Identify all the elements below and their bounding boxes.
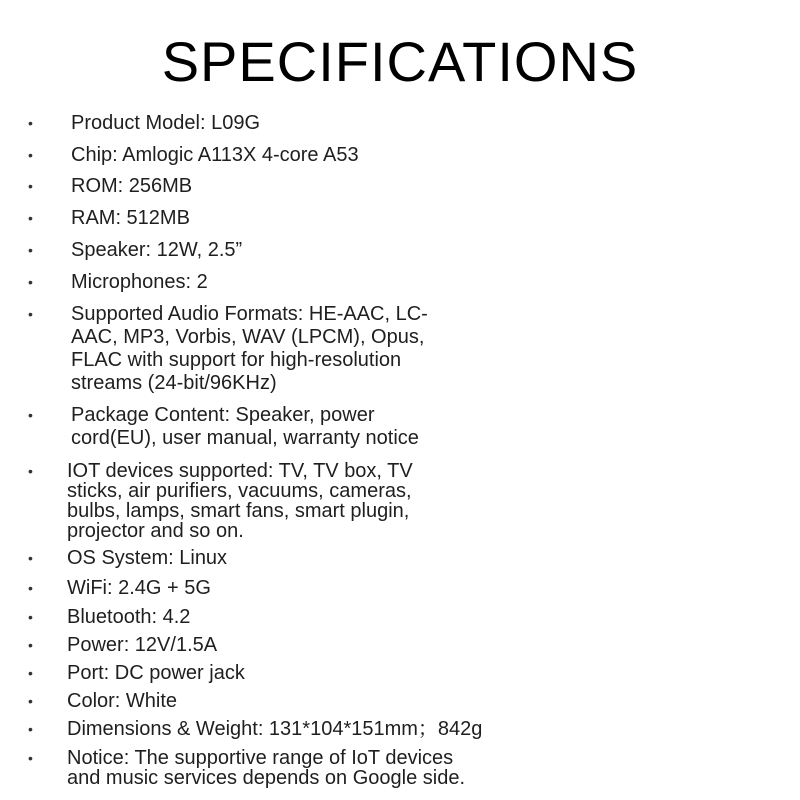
spec-text: Microphones: 2 — [71, 271, 208, 293]
bullet-icon: • — [28, 306, 33, 322]
spec-text: Dimensions & Weight: 131*104*151mm；842g — [67, 718, 483, 740]
spec-text: WiFi: 2.4G + 5G — [67, 577, 211, 599]
spec-item-ram — [28, 207, 548, 230]
spec-text: Product Model: L09G — [71, 112, 260, 134]
bullet-icon: • — [28, 274, 33, 290]
spec-item-chip — [28, 144, 548, 167]
spec-text: Package Content: Speaker, power cord(EU), user manual, warranty notice — [71, 404, 419, 449]
spec-text: Color: White — [67, 690, 178, 712]
bullet-icon: • — [28, 463, 33, 479]
spec-item-power — [28, 635, 548, 655]
bullet-icon: • — [28, 407, 33, 423]
spec-item-audio-formats — [28, 303, 548, 395]
bullet-icon: • — [28, 178, 33, 194]
spec-item-product-model — [28, 112, 548, 135]
spec-item-bluetooth — [28, 607, 548, 627]
bullet-icon: • — [28, 550, 33, 566]
spec-item-speaker — [28, 239, 548, 262]
spec-item-os-system — [28, 548, 548, 568]
spec-text: Bluetooth: 4.2 — [67, 606, 191, 628]
spec-item-port — [28, 663, 548, 683]
spec-text: Power: 12V/1.5A — [67, 634, 218, 656]
bullet-icon: • — [28, 609, 33, 625]
spec-text: Chip: Amlogic A113X 4-core A53 — [71, 144, 359, 166]
bullet-icon: • — [28, 580, 33, 596]
spec-item-package-content — [28, 404, 548, 450]
spec-text: RAM: 512MB — [71, 207, 190, 229]
spec-item-notice — [28, 748, 548, 788]
spec-item-color — [28, 691, 548, 711]
spec-item-wifi — [28, 578, 548, 598]
spec-item-rom — [28, 175, 548, 198]
spec-text: ROM: 256MB — [71, 175, 193, 197]
bullet-icon: • — [28, 637, 33, 653]
bullet-icon: • — [28, 721, 33, 737]
spec-text: Notice: The supportive range of IoT devices and music services depends on Google side. — [67, 747, 466, 789]
spec-text: OS System: Linux — [67, 547, 228, 569]
bullet-icon: • — [28, 242, 33, 258]
spec-text: Port: DC power jack — [67, 662, 245, 684]
bullet-icon: • — [28, 665, 33, 681]
bullet-icon: • — [28, 750, 33, 766]
spec-text: IOT devices supported: TV, TV box, TV sticks, air purifiers, vacuums, cameras, bulbs, lamps, smart fans, smart plugin, projector and so on. — [67, 460, 413, 542]
spec-item-dimensions-weight — [28, 719, 548, 739]
bullet-icon: • — [28, 147, 33, 163]
spec-item-microphones — [28, 271, 548, 294]
spec-text: Speaker: 12W, 2.5” — [71, 239, 243, 261]
bullet-icon: • — [28, 210, 33, 226]
page-title: SPECIFICATIONS — [161, 30, 639, 93]
bullet-icon: • — [28, 115, 33, 131]
spec-text: Supported Audio Formats: HE-AAC, LC- AAC, MP3, Vorbis, WAV (LPCM), Opus, FLAC with support for high-resolution streams (24-bit/96KHz) — [71, 303, 428, 394]
spec-item-iot-devices — [28, 461, 548, 541]
bullet-icon: • — [28, 693, 33, 709]
